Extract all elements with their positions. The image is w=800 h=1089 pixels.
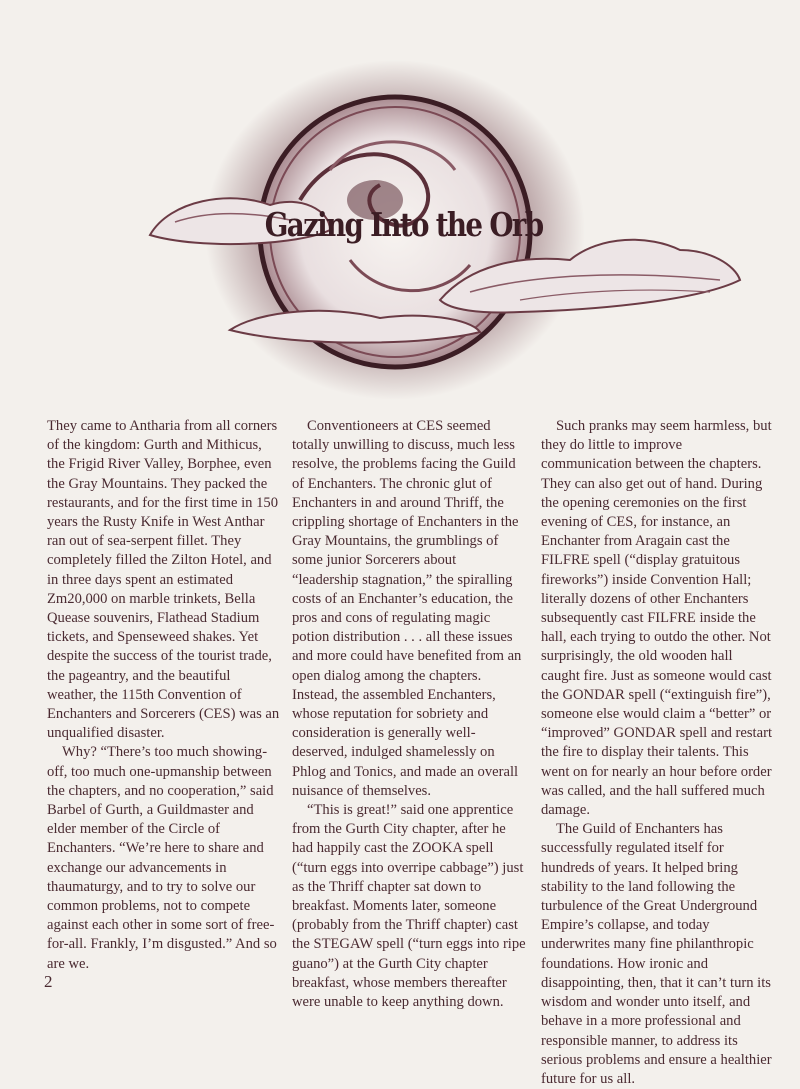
article-title: Gazing Into the Orb <box>264 205 543 244</box>
text-column-1 <box>47 417 281 974</box>
paragraph-2: Why? “There’s too much showing-off, too much one-upmanship between the chapters, and no cooperation,” said Barbel of Gurth, a Guildmaster and elder member of the Circle of Enchanters. “We’re here to share and exchange our advancements in thaumaturgy, and to try to solve our common problems, not to compete against each other in some sort of free-for-all. Frankly, I’m disgusted.” And so are we. <box>47 744 277 972</box>
paragraph-4: “This is great!” said one apprentice from the Gurth City chapter, after he had happily cast the ZOOKA spell (“turn eggs into overripe cabbage”) just as the Thriff chapter sat down to breakfast. Moments later, someone (probably from the Thriff chapter) cast the STEGAW spell (“turn eggs into ripe guano”) at the Gurth City chapter breakfast, whose members thereafter were unable to keep anything down. <box>292 802 526 1011</box>
paragraph-3: Conventioneers at CES seemed totally unwilling to discuss, much less resolve, the problems facing the Guild of Enchanters. The chronic glut of Enchanters in and around Thriff, the crippling shortage of Enchanters in the Gray Mountains, the grumblings of some junior Sorcerers about “leadership stagnation,” the spiralling costs of an Enchanter’s education, the pros and cons of regulating magic potion distribution . . . all these issues and more could have benefited from an open dialog among the chapters. Instead, the assembled Enchanters, whose reputation for sobriety and consideration is generally well-deserved, indulged shamelessly on Phlog and Tonics, and made an overall nuisance of themselves. <box>292 418 522 799</box>
paragraph-5: Such pranks may seem harmless, but they do little to improve communication between the chapters. They can also get out of hand. During the opening ceremonies on the first evening of CES, for instance, an Enchanter from Aragain cast the FILFRE spell (“display gratuitous fireworks”) inside Convention Hall; literally dozens of other Enchanters subsequently cast FILFRE inside the hall, each trying to outdo the other. Not surprisingly, the old wooden hall caught fire. Just as someone would cast the GONDAR spell (“extinguish fire”), someone else would claim a “better” or “improved” GONDAR spell and restart the fire to display their talents. This went on for nearly an hour before order was called, and the hall suffered much damage. <box>541 418 773 819</box>
text-column-2 <box>292 417 526 1012</box>
paragraph-6: The Guild of Enchanters has successfully regulated itself for hundreds of years. It helped bring stability to the land following the turbulence of the Great Underground Empire’s collapse, and today underwrites many fine philanthropic foundations. How ironic and disappointing, then, that it can’t turn its wisdom and wonder unto itself, and behave in a more professional and responsible manner, to address its serious problems and ensure a healthier future for us all. <box>541 821 772 1087</box>
paragraph-1: They came to Antharia from all corners of the kingdom: Gurth and Mithicus, the Frigid River Valley, Borphee, even the Gray Mountains. They packed the restaurants, and for the first time in 150 years the Rusty Knife in West Anthar ran out of sea-serpent fillet. They completely filled the Zilton Hotel, and in three days spent an estimated Zm20,000 on marble trinkets, Bella Quease souvenirs, Flathead Stadium tickets, and Spenseweed shakes. Yet despite the success of the tourist trade, the pageantry, and the beautiful weather, the 115th Convention of Enchanters and Sorcerers (CES) was an unqualified disaster. <box>47 418 280 742</box>
text-column-3 <box>541 417 775 1089</box>
page-number: 2 <box>44 972 53 991</box>
